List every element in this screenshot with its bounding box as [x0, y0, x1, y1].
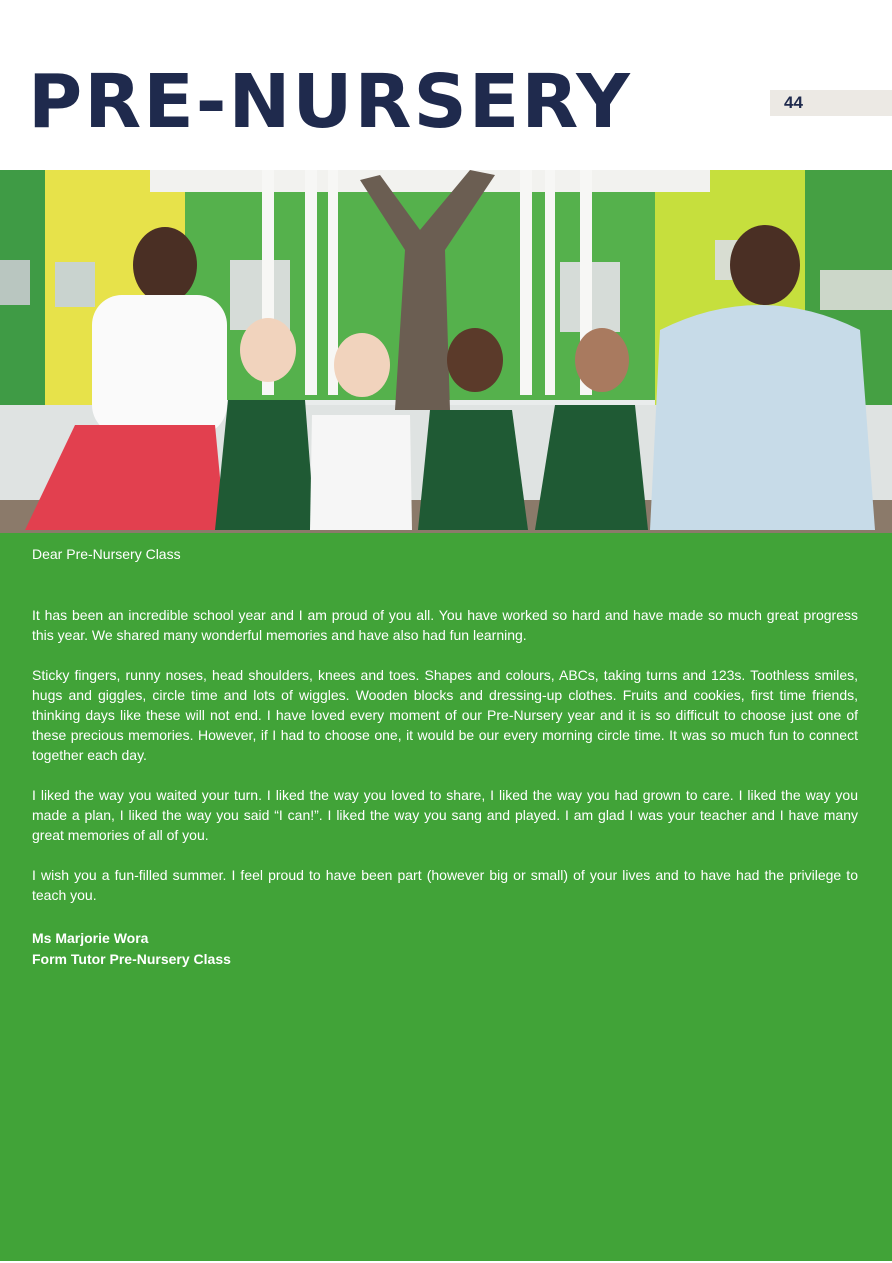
letter-paragraph: It has been an incredible school year and I am proud of you all. You have worked so hard and have made so much great progress this year. We shared many wonderful memories and have also had fun learning. [32, 607, 858, 643]
class-photo [0, 170, 892, 533]
letter-panel [0, 533, 892, 1261]
signature-role: Form Tutor Pre-Nursery Class [32, 951, 231, 967]
page-number-tab [770, 90, 892, 116]
letter-paragraph: I liked the way you waited your turn. I liked the way you loved to share, I liked the way you had grown to care. I liked the way you made a plan, I liked the way you said “I can!”. I liked the way you sang and played. I am glad I was your teacher and I have many great memories of all of you. [32, 787, 858, 843]
signature-name: Ms Marjorie Wora [32, 930, 149, 946]
letter-paragraph: I wish you a fun-filled summer. I feel proud to have been part (however big or small) of your lives and to have had the privilege to teach you. [32, 867, 858, 903]
page-title: PRE-NURSERY [28, 59, 632, 145]
page-number: 44 [784, 93, 803, 112]
letter-paragraph: Sticky fingers, runny noses, head shoulders, knees and toes. Shapes and colours, ABCs, taking turns and 123s. Toothless smiles, hugs and giggles, circle time and lots of wiggles. Wooden blocks and dressing-up clothes. Fruits and cookies, first time friends, thinking days like these will not end. I have loved every moment of our Pre-Nursery year and it is so difficult to choose just one of these precious memories. However, if I had to choose one, it would be our every morning circle time. It was so much fun to connect together each day. [32, 667, 858, 763]
signature-block [32, 928, 231, 970]
letter-salutation: Dear Pre-Nursery Class [32, 546, 181, 562]
letter-body [32, 605, 858, 925]
